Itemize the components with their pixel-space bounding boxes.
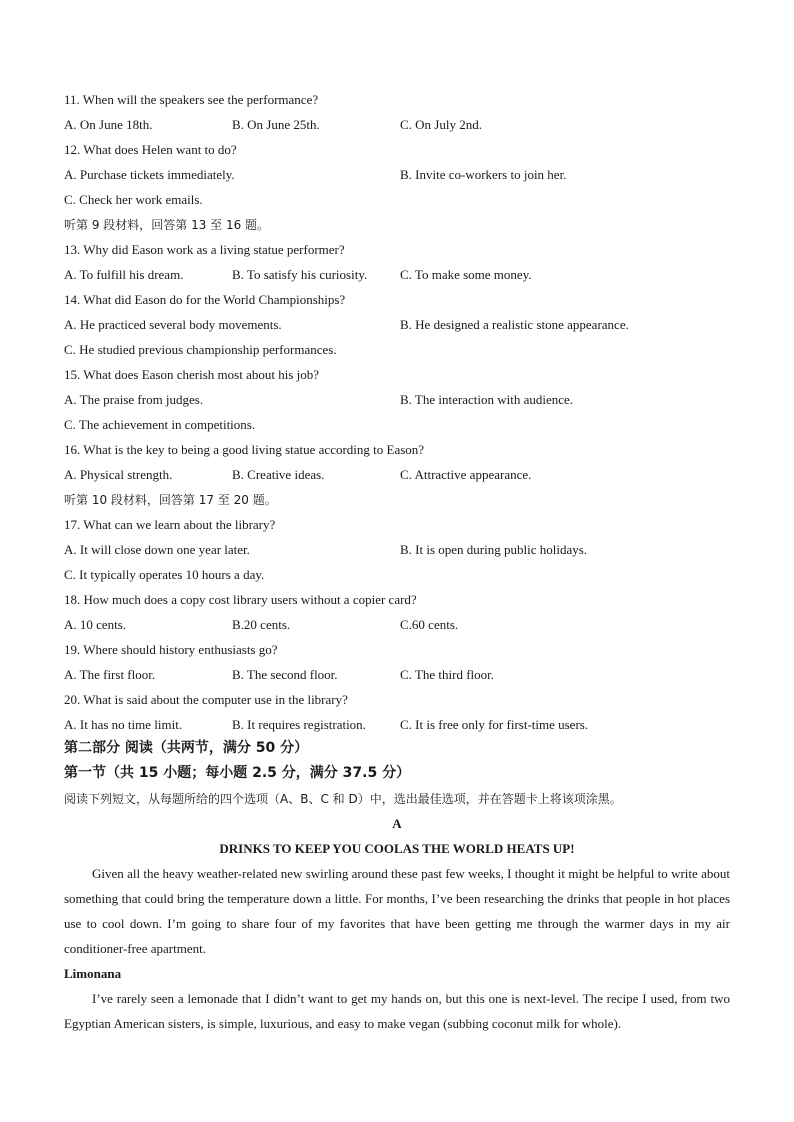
question-14-stem: 14. What did Eason do for the World Championships? bbox=[64, 292, 346, 307]
option-b: B.20 cents. bbox=[232, 617, 291, 632]
option-c: C. It typically operates 10 hours a day. bbox=[64, 567, 265, 582]
option-a: A. To fulfill his dream. bbox=[64, 267, 184, 282]
option-c: C. The achievement in competitions. bbox=[64, 417, 256, 432]
option-a: A. The praise from judges. bbox=[64, 392, 204, 407]
option-c: C. The third floor. bbox=[400, 667, 495, 682]
option-a: A. It will close down one year later. bbox=[64, 542, 250, 557]
question-12-stem: 12. What does Helen want to do? bbox=[64, 142, 237, 157]
option-b: B. Creative ideas. bbox=[232, 467, 325, 482]
option-b: B. The second floor. bbox=[232, 667, 338, 682]
part-2-title: 第二部分 阅读（共两节，满分 50 分） bbox=[64, 740, 309, 756]
question-17-stem: 17. What can we learn about the library? bbox=[64, 517, 276, 532]
reading-directions: 阅读下列短文，从每题所给的四个选项（A、B、C 和 D）中，选出最佳选项，并在答题卡上将该项涂黑。 bbox=[64, 792, 622, 806]
question-20-stem: 20. What is said about the computer use in the library? bbox=[64, 692, 348, 707]
passage-intro-paragraph: Given all the heavy weather-related new swirling around these past few weeks, I thought it might be helpful to write about something that could bring the temperature down a little. For months, I’ve been researching the drinks that people in hot places use to cool down. I’m going to share four of my favorites that have been getting me through the warmer days in my air conditioner-free apartment. bbox=[64, 866, 730, 956]
question-19-stem: 19. Where should history enthusiasts go? bbox=[64, 642, 278, 657]
segment-10-instruction: 听第 10 段材料，回答第 17 至 20 题。 bbox=[64, 493, 277, 507]
question-13-stem: 13. Why did Eason work as a living statue performer? bbox=[64, 242, 345, 257]
option-b: B. To satisfy his curiosity. bbox=[232, 267, 368, 282]
option-a: A. Purchase tickets immediately. bbox=[64, 167, 235, 182]
option-c: C.60 cents. bbox=[400, 617, 459, 632]
question-16-stem: 16. What is the key to being a good living statue according to Eason? bbox=[64, 442, 425, 457]
passage-letter: A bbox=[392, 816, 402, 831]
option-b: B. It is open during public holidays. bbox=[400, 542, 588, 557]
option-a: A. Physical strength. bbox=[64, 467, 173, 482]
option-b: B. The interaction with audience. bbox=[400, 392, 574, 407]
option-a: A. The first floor. bbox=[64, 667, 156, 682]
option-c: C. It is free only for first-time users. bbox=[400, 717, 589, 732]
option-a: A. It has no time limit. bbox=[64, 717, 183, 732]
option-a: A. 10 cents. bbox=[64, 617, 127, 632]
subheading-limonana: Limonana bbox=[64, 966, 122, 981]
question-11-stem: 11. When will the speakers see the performance? bbox=[64, 92, 319, 107]
passage-title: DRINKS TO KEEP YOU COOLAS THE WORLD HEATS UP! bbox=[219, 841, 575, 856]
segment-9-instruction: 听第 9 段材料，回答第 13 至 16 题。 bbox=[64, 218, 270, 232]
option-b: B. It requires registration. bbox=[232, 717, 366, 732]
option-b: B. On June 25th. bbox=[232, 117, 320, 132]
limonana-paragraph: I’ve rarely seen a lemonade that I didn’t want to get my hands on, but this one is next-level. The recipe I used, from two Egyptian American sisters, is simple, luxurious, and easy to make vegan (subbing coconut milk for whole). bbox=[64, 991, 730, 1031]
option-b: B. Invite co-workers to join her. bbox=[400, 167, 567, 182]
option-a: A. He practiced several body movements. bbox=[64, 317, 282, 332]
question-18-stem: 18. How much does a copy cost library users without a copier card? bbox=[64, 592, 417, 607]
option-c: C. On July 2nd. bbox=[400, 117, 482, 132]
question-15-stem: 15. What does Eason cherish most about his job? bbox=[64, 367, 320, 382]
section-1-title: 第一节（共 15 小题；每小题 2.5 分，满分 37.5 分） bbox=[64, 765, 411, 781]
option-c: C. Check her work emails. bbox=[64, 192, 203, 207]
option-a: A. On June 18th. bbox=[64, 117, 153, 132]
option-c: C. He studied previous championship performances. bbox=[64, 342, 337, 357]
option-c: C. To make some money. bbox=[400, 267, 532, 282]
option-b: B. He designed a realistic stone appearance. bbox=[400, 317, 629, 332]
option-c: C. Attractive appearance. bbox=[400, 467, 532, 482]
